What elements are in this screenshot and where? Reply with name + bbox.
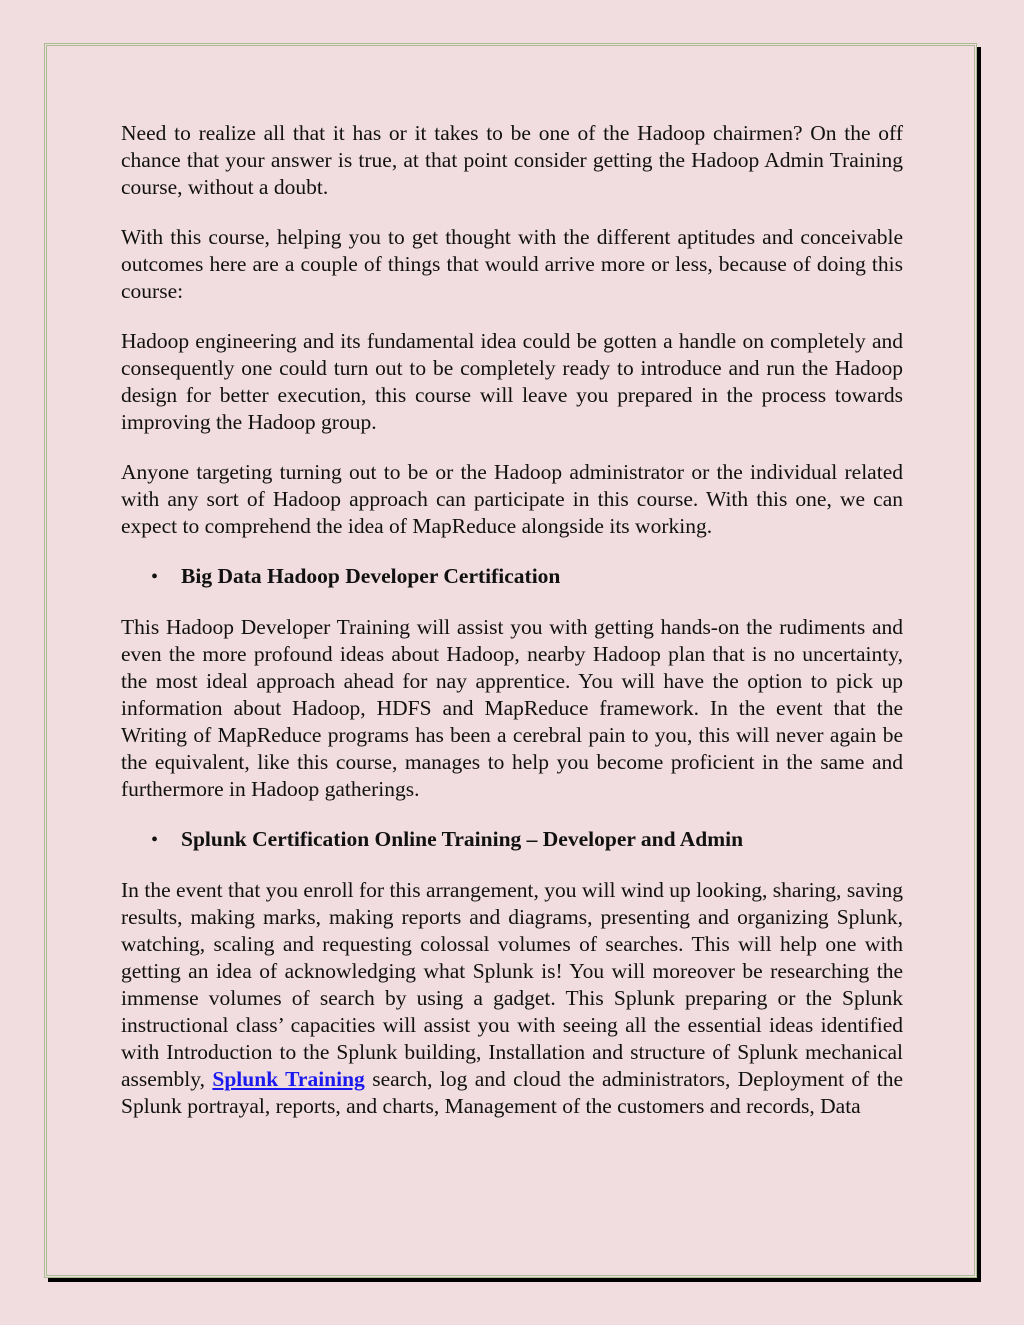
paragraph-course-benefits: With this course, helping you to get thought with the different aptitudes and conceivable outcomes here are a couple of things that would arrive more or less, because of doing this course: bbox=[121, 225, 903, 303]
paragraph-hadoop-engineering: Hadoop engineering and its fundamental idea could be gotten a handle on completely and consequently one could turn out to be completely ready to introduce and run the Hadoop design for better execution, this course will leave you prepared in the process towards improving the Hadoop group. bbox=[121, 329, 903, 434]
bullet-icon: • bbox=[151, 566, 159, 588]
bullet-splunk-certification bbox=[121, 826, 903, 854]
splunk-training-link[interactable]: Splunk Training bbox=[212, 1067, 365, 1091]
paragraph-splunk-text-end: search, log and cloud the administrators, Deployment of the Splunk portrayal, reports, and charts, Management of the customers and records, Data bbox=[121, 1067, 903, 1118]
bullet-icon: • bbox=[151, 829, 159, 851]
paragraph-splunk bbox=[121, 877, 903, 1120]
document-body bbox=[121, 120, 903, 1143]
paragraph-hadoop-developer: This Hadoop Developer Training will assist you with getting hands-on the rudiments and even the more profound ideas about Hadoop, nearby Hadoop plan that is no uncertainty, the most ideal approach ahead for nay apprentice. You will have the option to pick up information about Hadoop, HDFS and MapReduce framework. In the event that the Writing of MapReduce programs has been a cerebral pain to you, this will never again be the equivalent, like this course, manages to help you become proficient in the same and furthermore in Hadoop gatherings. bbox=[121, 615, 903, 801]
bullet-hadoop-developer bbox=[121, 563, 903, 591]
bullet-heading: Splunk Certification Online Training – Developer and Admin bbox=[181, 827, 744, 851]
paragraph-splunk-text-start: In the event that you enroll for this arrangement, you will wind up looking, sharing, saving results, making marks, making reports and diagrams, presenting and organizing Splunk, watching, scaling and requesting colossal volumes of searches. This will help one with getting an idea of acknowledging what Splunk is! You will moreover be researching the immense volumes of search by using a gadget. This Splunk preparing or the Splunk instructional class’ capacities will assist you with seeing all the essential ideas identified with Introduction to the Splunk building, Installation and structure of Splunk mechanical assembly, bbox=[121, 878, 903, 1091]
paragraph-hadoop-admin: Anyone targeting turning out to be or the Hadoop administrator or the individual related with any sort of Hadoop approach can participate in this course. With this one, we can expect to comprehend the idea of MapReduce alongside its working. bbox=[121, 460, 903, 538]
paragraph-intro: Need to realize all that it has or it takes to be one of the Hadoop chairmen? On the off chance that your answer is true, at that point consider getting the Hadoop Admin Training course, without a doubt. bbox=[121, 121, 903, 199]
bullet-heading: Big Data Hadoop Developer Certification bbox=[181, 564, 561, 588]
